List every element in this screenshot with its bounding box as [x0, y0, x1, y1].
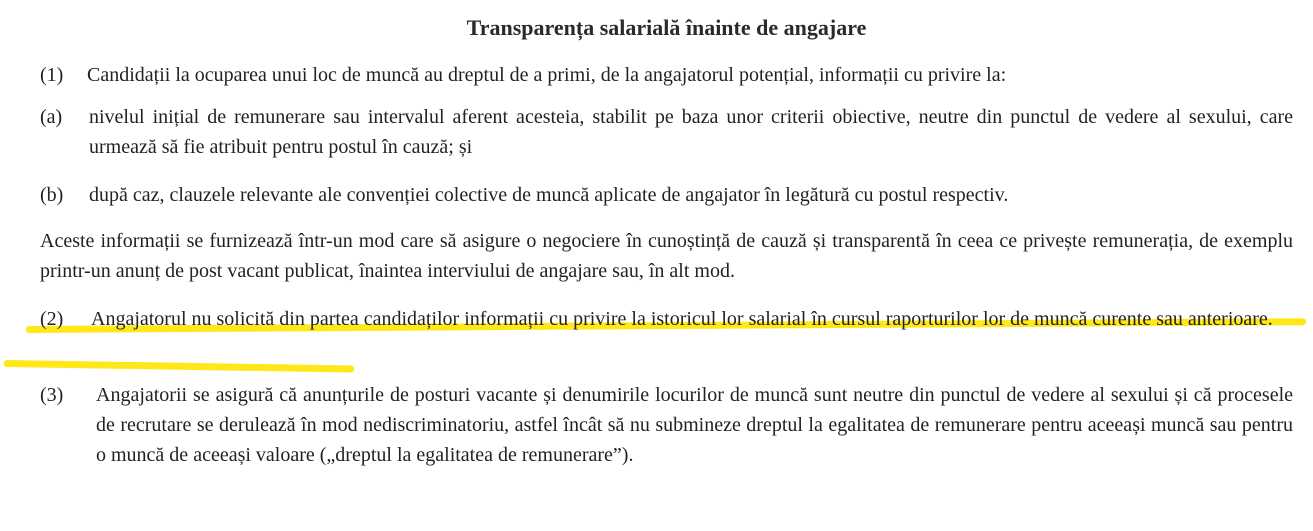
- document-title: Transparența salarială înainte de angajare: [466, 15, 867, 40]
- paragraph-3: [40, 380, 1293, 470]
- list-item-a-text: nivelul inițial de remunerare sau intervalul aferent acesteia, stabilit pe baza unor criterii obiective, neutre din punctul de vedere al sexului, care urmează să fie atribuit pentru postul în cauză; și: [89, 106, 1293, 158]
- list-item-a: [40, 102, 1293, 162]
- paragraph-1-number: (1): [40, 64, 64, 86]
- paragraph-2: [40, 304, 1293, 334]
- list-item-b-marker: (b): [40, 184, 64, 206]
- continuation-paragraph: Aceste informații se furnizează într-un mod care să asigure o negociere în cunoștință de cauză și transparentă în ceea ce privește remunerația, de exemplu printr-un anunț de post vacant publicat, înaintea interviului de angajare sau, în alt mod.: [40, 230, 1293, 282]
- highlight-stroke-line-2: [4, 360, 354, 372]
- paragraph-3-number: (3): [40, 384, 64, 406]
- paragraph-1: [40, 60, 1293, 90]
- list-item-b: [40, 180, 1293, 210]
- paragraph-2-number: (2): [40, 308, 64, 330]
- paragraph-3-text: Angajatorii se asigură că anunțurile de posturi vacante și denumirile locurilor de muncă sunt neutre din punctul de vedere al sexului și că procesele de recrutare se derulează în mod nediscriminatoriu, astfel încât să nu submineze dreptul la egalitatea de remunerare pentru aceeași muncă sau pentru o muncă de aceeași valoare („dreptul la egalitatea de remunerare”).: [96, 384, 1293, 466]
- paragraph-2-text: Angajatorul nu solicită din partea candidaților informații cu privire la istoricul lor salarial în cursul raporturilor lor de muncă curente sau anterioare.: [91, 308, 1273, 330]
- paragraph-1-text: Candidații la ocuparea unui loc de muncă au dreptul de a primi, de la angajatorul potențial, informații cu privire la:: [87, 64, 1007, 86]
- list-item-a-marker: (a): [40, 106, 63, 128]
- list-item-b-text: după caz, clauzele relevante ale convenției colective de muncă aplicate de angajator în legătură cu postul respectiv.: [89, 184, 1009, 206]
